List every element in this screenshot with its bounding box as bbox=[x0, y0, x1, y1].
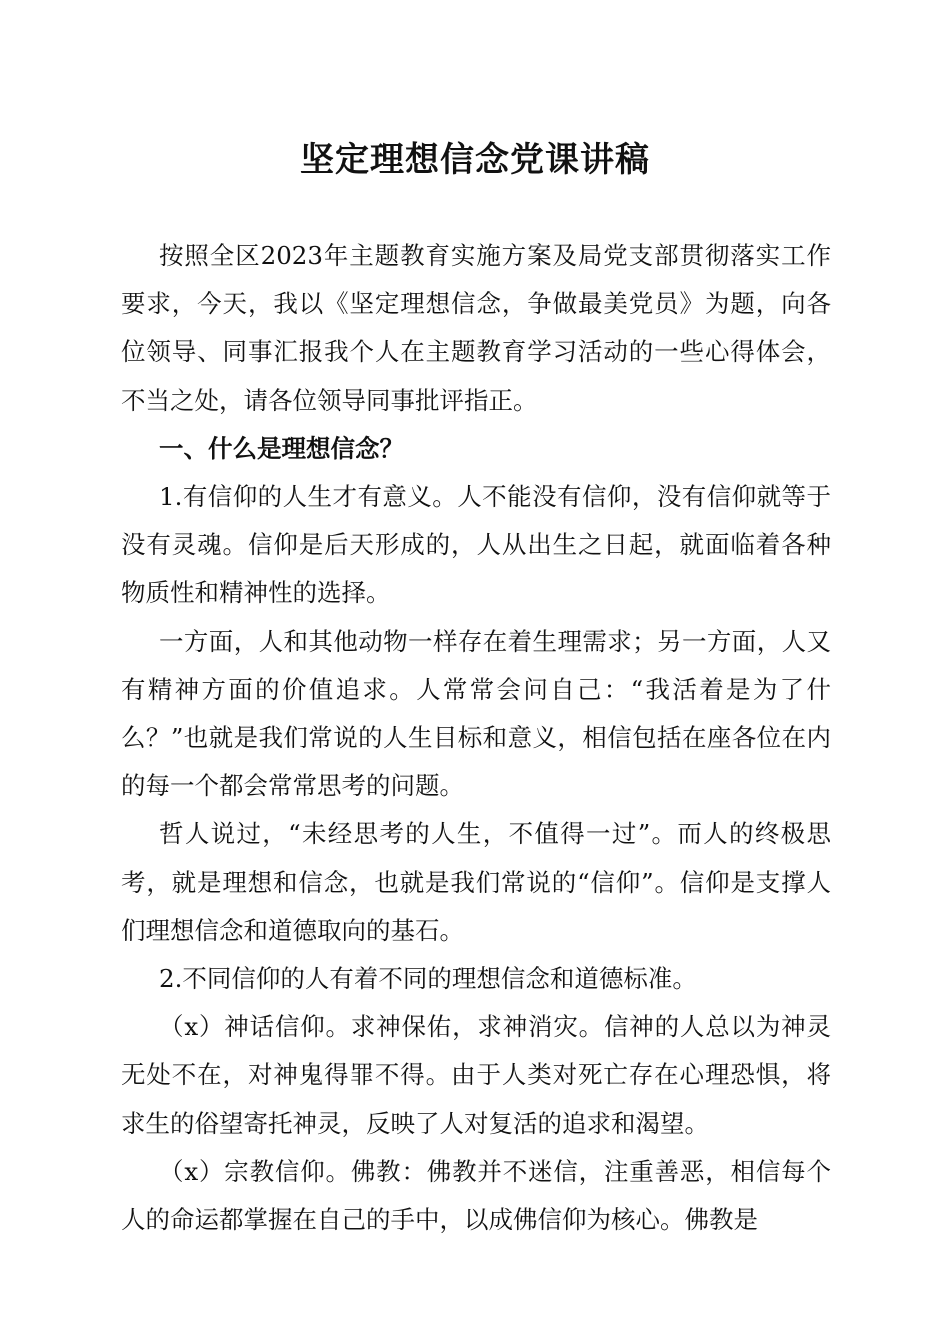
intro-paragraph: 按照全区2023年主题教育实施方案及局党支部贯彻落实工作要求，今天，我以《坚定理想信念，争做最美党员》为题，向各位领导、同事汇报我个人在主题教育学习活动的一些心得体会，不当之处，请各位领导同事批评指正。 bbox=[121, 241, 831, 415]
paragraph-point-2: 2.不同信仰的人有着不同的理想信念和道德标准。 bbox=[159, 964, 697, 994]
document-title: 坚定理想信念党课讲稿 bbox=[300, 140, 650, 180]
section-heading-1: 一、什么是理想信念？ bbox=[159, 433, 404, 463]
paragraph-religious-belief: （x）宗教信仰。佛教：佛教并不迷信，注重善恶，相信每个人的命运都掌握在自己的手中，以成佛信仰为核心。佛教是 bbox=[121, 1156, 831, 1235]
paragraph-philosopher: 哲人说过，“未经思考的人生，不值得一过”。而人的终极思考，就是理想和信念，也就是我们常说的“信仰”。信仰是支撑人们理想信念和道德取向的基石。 bbox=[121, 819, 831, 945]
paragraph-myth-belief: （x）神话信仰。求神保佑，求神消灾。信神的人总以为神灵无处不在，对神鬼得罪不得。由于人类对死亡存在心理恐惧，将求生的俗望寄托神灵，反映了人对复活的追求和渴望。 bbox=[121, 1012, 831, 1138]
paragraph-needs: 一方面，人和其他动物一样存在着生理需求；另一方面，人又有精神方面的价值追求。人常常会问自己：“我活着是为了什么？”也就是我们常说的人生目标和意义，相信包括在座各位在内的每一个都会常常思考的问题。 bbox=[121, 626, 831, 801]
paragraph-point-1: 1.有信仰的人生才有意义。人不能没有信仰，没有信仰就等于没有灵魂。信仰是后天形成的，人从出生之日起，就面临着各种物质性和精神性的选择。 bbox=[121, 482, 831, 608]
document-body bbox=[121, 232, 831, 1244]
